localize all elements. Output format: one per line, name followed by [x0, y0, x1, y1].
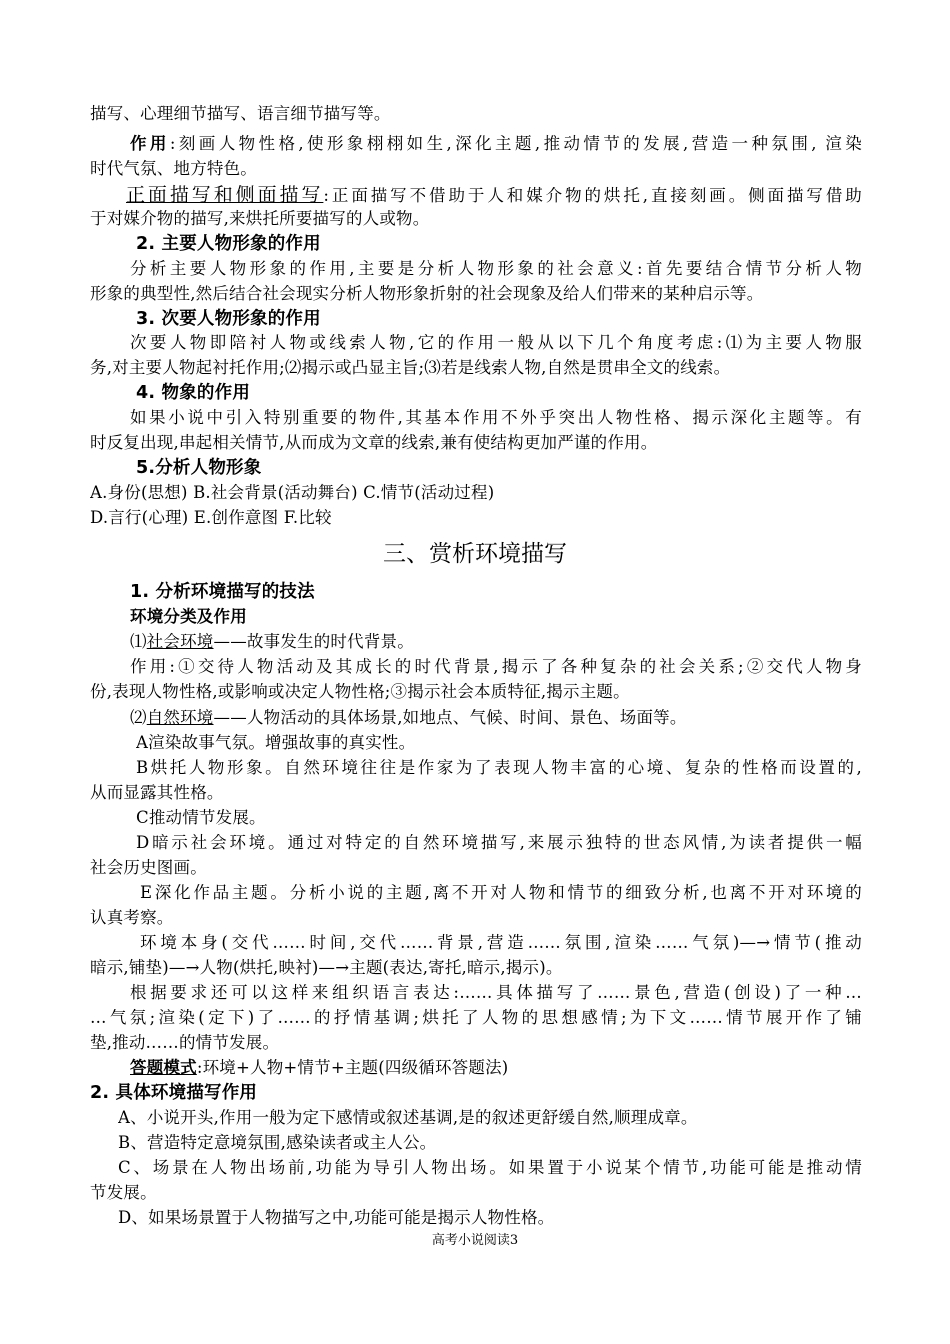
paragraph-line: D、如果场景置于人物描写之中,功能可能是揭示人物性格。: [118, 1208, 555, 1227]
inline-label: 正面描写和侧面描写: [126, 184, 324, 206]
subheading-minor: 环境分类及作用: [130, 607, 247, 626]
paragraph-line: 务,对主要人物起衬托作用;⑵揭示或凸显主旨;⑶若是线索人物,自然是贯串全文的线索。: [90, 358, 731, 377]
paragraph-line: [130, 630, 862, 654]
subheading: 1. 分析环境描写的技法: [130, 582, 315, 602]
paragraph-line: E深化作品主题。分析小说的主题,离不开对人物和情节的细致分析,也离不开对环境的: [140, 883, 862, 902]
paragraph-line: 环境本身(交代……时间,交代……背景,营造……氛围,渲染……气氛)—→情节(推动: [140, 933, 862, 952]
inline-text: ——人物活动的具体场景,如地点、气候、时间、景色、场面等。: [213, 708, 687, 727]
paragraph-line: B烘托人物形象。自然环境往往是作家为了表现人物丰富的心境、复杂的性格而设置的,: [136, 758, 862, 777]
paragraph-line: 社会历史图画。: [90, 858, 207, 877]
paragraph-line: A、小说开头,作用一般为定下感情或叙述基调,是的叙述更舒缓自然,顺理成章。: [118, 1108, 698, 1127]
subheading: 5.分析人物形象: [136, 458, 262, 478]
inline-label: 答题模式: [130, 1058, 197, 1077]
paragraph-line: 节发展。: [90, 1183, 157, 1202]
paragraph-line: 如果小说中引入特别重要的物件,其基本作用不外乎突出人物性格、揭示深化主题等。有: [130, 408, 862, 427]
subheading: 3. 次要人物形象的作用: [136, 309, 321, 329]
paragraph-line: C、场景在人物出场前,功能为导引人物出场。如果置于小说某个情节,功能可能是推动情: [118, 1158, 862, 1177]
paragraph-line: 作用:①交待人物活动及其成长的时代背景,揭示了各种复杂的社会关系;②交代人物身: [130, 657, 862, 676]
paragraph-line: 于对媒介物的描写,来烘托所要描写的人或物。: [90, 209, 430, 228]
paragraph-line: A渲染故事气氛。增强故事的真实性。: [136, 733, 416, 752]
inline-text: :正面描写不借助于人和媒介物的烘托,直接刻画。侧面描写借助: [323, 186, 862, 205]
list-number: ⑴: [130, 632, 147, 651]
inline-text: :刻画人物性格,使形象栩栩如生,深化主题,推动情节的发展,营造一种氛围, 渲染: [169, 134, 862, 153]
paragraph-line: 时反复出现,串起相关情节,从而成为文章的线索,兼有使结构更加严谨的作用。: [90, 433, 658, 452]
paragraph-line: 从而显露其性格。: [90, 783, 224, 802]
paragraph-line: B、营造特定意境氛围,感染读者或主人公。: [118, 1133, 437, 1152]
paragraph-line: [130, 1056, 862, 1080]
paragraph-line: 形象的典型性,然后结合社会现实分析人物形象折射的社会现象及给人们带来的某种启示等。: [90, 284, 764, 303]
list-number: ⑵: [130, 708, 147, 727]
paragraph-line: …气氛;渲染(定下)了……的抒情基调;烘托了人物的思想感情;为下文……情节展开作了铺: [90, 1008, 862, 1027]
inline-text: ——故事发生的时代背景。: [213, 632, 414, 651]
paragraph-line: [130, 132, 862, 156]
subheading: 2. 具体环境描写作用: [90, 1083, 258, 1103]
paragraph-line: D.言行(心理) E.创作意图 F.比较: [90, 508, 332, 527]
paragraph-line: 根据要求还可以这样来组织语言表达:……具体描写了……景色,营造(创设)了一种…: [130, 983, 862, 1002]
paragraph-line: 分析主要人物形象的作用,主要是分析人物形象的社会意义:首先要结合情节分析人物: [130, 259, 862, 278]
paragraph-line: A.身份(思想) B.社会背景(活动舞台) C.情节(活动过程): [90, 483, 495, 502]
paragraph-line: 暗示,铺垫)—→人物(烘托,映衬)—→主题(表达,寄托,暗示,揭示)。: [90, 958, 563, 977]
underlined-term: 自然环境: [146, 708, 214, 727]
paragraph-line: C推动情节发展。: [136, 808, 266, 827]
paragraph-line: D暗示社会环境。通过对特定的自然环境描写,来展示独特的世态风情,为读者提供一幅: [136, 833, 862, 852]
paragraph-line: 份,表现人物性格,或影响或决定人物性格;③揭示社会本质特征,揭示主题。: [90, 682, 630, 701]
section-title: 三、赏析环境描写: [383, 541, 567, 567]
underlined-term: 社会环境: [146, 632, 214, 651]
paragraph-line: [130, 706, 862, 730]
page-footer: 高考小说阅读3: [431, 1233, 519, 1248]
paragraph-line: 垫,推动……的情节发展。: [90, 1033, 280, 1052]
subheading: 2. 主要人物形象的作用: [136, 234, 321, 254]
paragraph-line: [126, 183, 862, 208]
paragraph-line: 时代气氛、地方特色。: [90, 159, 257, 178]
inline-text: :环境+人物+情节+主题(四级循环答题法): [196, 1058, 509, 1077]
subheading: 4. 物象的作用: [136, 383, 251, 403]
paragraph-line: 描写、心理细节描写、语言细节描写等。: [90, 104, 391, 123]
paragraph-line: 次要人物即陪衬人物或线索人物,它的作用一般从以下几个角度考虑:⑴为主要人物服: [130, 333, 862, 352]
paragraph-line: 认真考察。: [90, 908, 174, 927]
inline-label: 作用: [130, 134, 170, 153]
